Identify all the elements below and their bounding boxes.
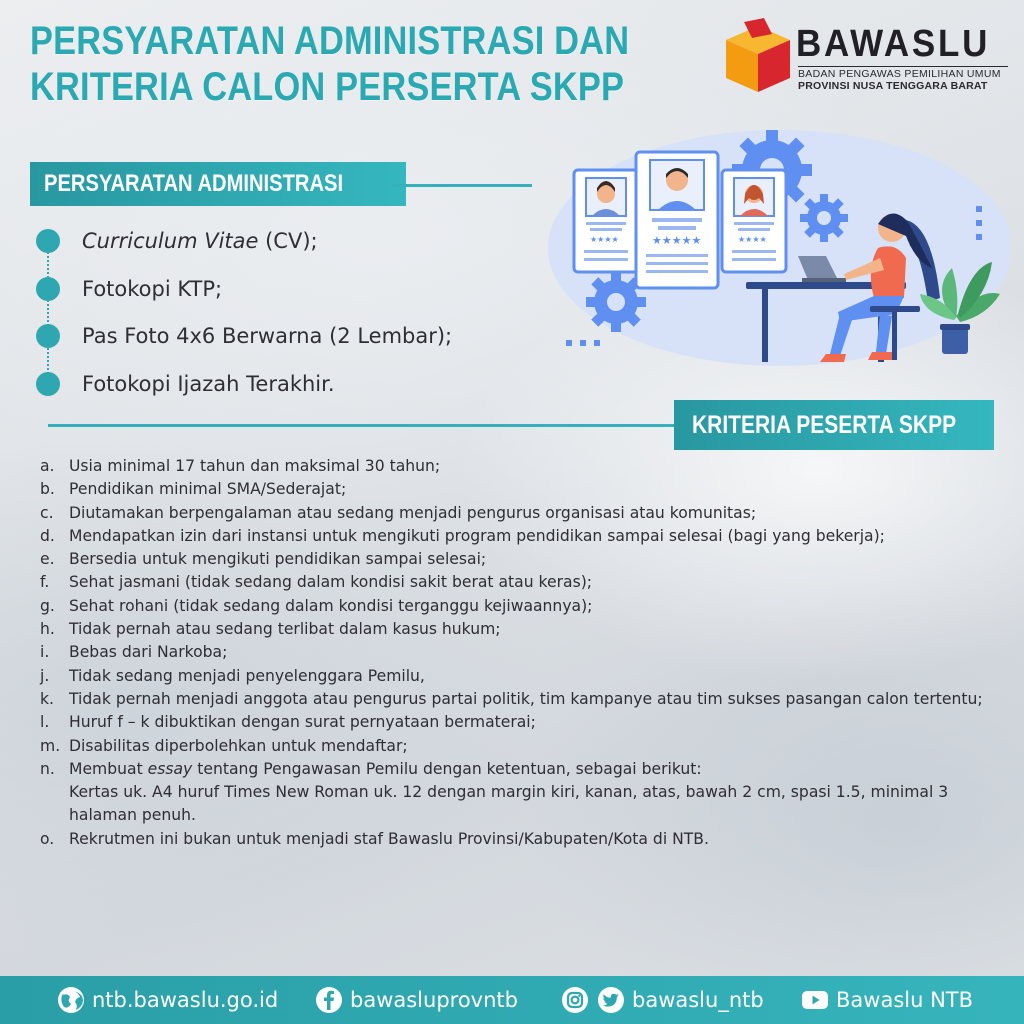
youtube-link[interactable]: [800, 984, 973, 1016]
list-item: n. Membuat essay tentang Pengawasan Pemilu dengan ketentuan, sebagai berikut: Kertas uk. A4 huruf Times New Roman uk. 12 dengan margin kiri, kanan, atas, bawah 2 cm, spasi 1.5, minimal 3 halaman penuh.: [40, 758, 990, 828]
list-item: m. Disabilitas diperbolehkan untuk mendaftar;: [40, 735, 990, 758]
profile-card-man: [636, 152, 718, 288]
rating-stars: ★★★★: [590, 235, 619, 244]
profile-card-woman: [574, 170, 638, 272]
rating-stars: ★★★★: [738, 235, 767, 244]
list-item: o. Rekrutmen ini bukan untuk menjadi staf Bawaslu Provinsi/Kabupaten/Kota di NTB.: [40, 828, 990, 851]
list-marker: c.: [40, 503, 54, 522]
list-marker: l.: [40, 713, 50, 732]
youtube-icon: [800, 985, 830, 1015]
facebook-label: bawasluprovntb: [350, 988, 518, 1012]
youtube-label: Bawaslu NTB: [836, 988, 974, 1012]
criteria-section-heading: KRITERIA PESERTA SKPP: [674, 400, 994, 450]
social-label: bawaslu_ntb: [632, 988, 764, 1012]
list-marker: o.: [40, 829, 55, 848]
admin-section-heading: PERSYARATAN ADMINISTRASI: [30, 162, 406, 206]
facebook-link[interactable]: [314, 984, 518, 1016]
social-link[interactable]: [560, 984, 764, 1016]
list-item: a. Usia minimal 17 tahun dan maksimal 30 tahun;: [40, 455, 990, 478]
logo-province: PROVINSI NUSA TENGGARA BARAT: [798, 80, 988, 92]
list-marker: d.: [40, 526, 55, 545]
list-item: f. Sehat jasmani (tidak sedang dalam kondisi sakit berat atau keras);: [40, 571, 990, 594]
bullet-icon: [36, 229, 60, 253]
list-item: d. Mendapatkan izin dari instansi untuk mengikuti program pendidikan sampai selesai (bagi yang bekerja);: [40, 525, 990, 548]
gear-icon: [800, 194, 848, 242]
list-item: i. Bebas dari Narkoba;: [40, 641, 990, 664]
list-marker: k.: [40, 689, 54, 708]
list-item: Fotokopi KTP;: [32, 266, 552, 314]
list-marker: b.: [40, 480, 55, 499]
list-marker: f.: [40, 573, 50, 592]
list-item: j. Tidak sedang menjadi penyelenggara Pemilu,: [40, 665, 990, 688]
criteria-heading-rule: [48, 424, 674, 427]
criteria-list: [40, 455, 990, 851]
recruitment-illustration: [540, 118, 1010, 378]
instagram-icon: [560, 985, 590, 1015]
website-label: ntb.bawaslu.go.id: [92, 988, 279, 1012]
list-item: e. Bersedia untuk mengikuti pendidikan sampai selesai;: [40, 548, 990, 571]
logo-divider: [798, 66, 1008, 67]
list-marker: i.: [40, 643, 50, 662]
bullet-icon: [36, 372, 60, 396]
twitter-icon: [596, 985, 626, 1015]
profile-card-woman: [722, 170, 786, 272]
facebook-icon: [314, 985, 344, 1015]
list-item: Pas Foto 4x6 Berwarna (2 Lembar);: [32, 313, 552, 361]
list-item: g. Sehat rohani (tidak sedang dalam kondisi terganggu kejiwaannya);: [40, 595, 990, 618]
list-item: Fotokopi Ijazah Terakhir.: [32, 361, 552, 409]
logo-subtitle: BADAN PENGAWAS PEMILIHAN UMUM: [798, 68, 1001, 80]
list-marker: j.: [40, 666, 50, 685]
list-item: b. Pendidikan minimal SMA/Sederajat;: [40, 478, 990, 501]
list-marker: g.: [40, 596, 55, 615]
page-title: [30, 18, 629, 110]
list-marker: n.: [40, 759, 55, 778]
page-title-line-1: PERSYARATAN ADMINISTRASI DAN: [30, 19, 630, 63]
list-item: l. Huruf f – k dibuktikan dengan surat pernyataan bermaterai;: [40, 711, 990, 734]
list-marker: m.: [40, 736, 61, 755]
list-marker: e.: [40, 550, 55, 569]
list-item: Curriculum Vitae (CV);: [32, 218, 552, 266]
ballot-box-icon: [722, 18, 794, 94]
bullet-icon: [36, 277, 60, 301]
admin-heading-rule: [392, 184, 532, 187]
logo-wordmark: BAWASLU: [796, 23, 991, 65]
list-marker: h.: [40, 620, 55, 639]
admin-requirements-list: [32, 218, 552, 408]
emphasis: essay: [147, 759, 193, 778]
bullet-icon: [36, 324, 60, 348]
list-item: h. Tidak pernah atau sedang terlibat dalam kasus hukum;: [40, 618, 990, 641]
list-marker: a.: [40, 457, 55, 475]
bawaslu-logo: [722, 18, 1012, 98]
footer-bar: [0, 976, 1024, 1024]
list-item: k. Tidak pernah menjadi anggota atau pengurus partai politik, tim kampanye atau tim sukses pasangan calon tertentu;: [40, 688, 990, 711]
page-title-line-2: KRITERIA CALON PERSERTA SKPP: [30, 65, 625, 109]
globe-icon: [56, 985, 86, 1015]
rating-stars: ★★★★★: [652, 234, 702, 247]
website-link[interactable]: [56, 984, 278, 1016]
list-item-detail: Kertas uk. A4 huruf Times New Roman uk. 12 dengan margin kiri, kanan, atas, bawah 2 cm, spasi 1.5, minimal 3 halaman penuh.: [69, 783, 949, 825]
list-item: c. Diutamakan berpengalaman atau sedang menjadi pengurus organisasi atau komunitas;: [40, 502, 990, 525]
